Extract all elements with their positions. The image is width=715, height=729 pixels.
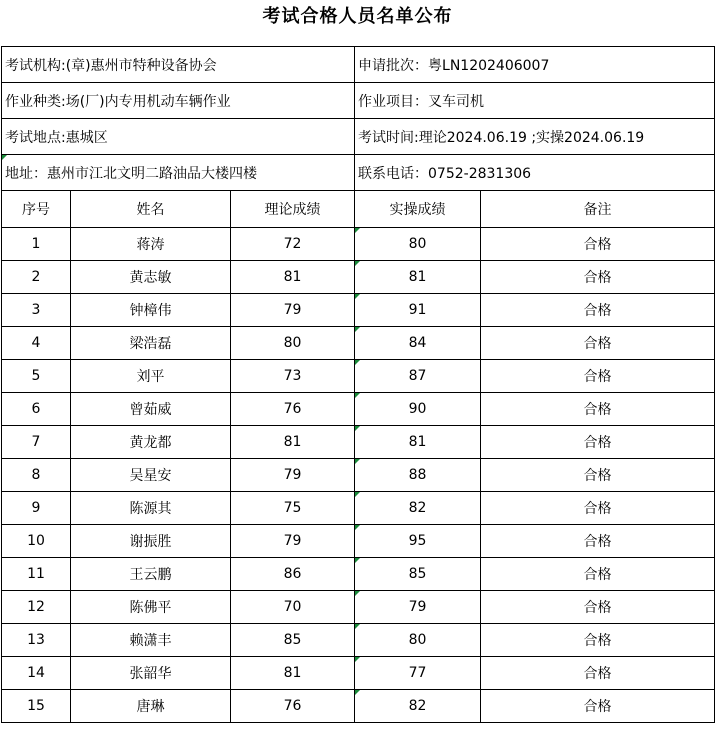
row-remark: 合格 xyxy=(481,327,715,360)
row-theory-score: 72 xyxy=(231,228,355,261)
row-remark: 合格 xyxy=(481,591,715,624)
table-row xyxy=(2,558,715,591)
row-name: 刘平 xyxy=(71,360,231,393)
row-index: 4 xyxy=(2,327,71,360)
row-theory-score: 75 xyxy=(231,492,355,525)
row-practical-score: 81 xyxy=(355,261,481,294)
row-index: 9 xyxy=(2,492,71,525)
page-title: 考试合格人员名单公布 xyxy=(262,6,453,27)
table-row xyxy=(2,657,715,690)
row-remark: 合格 xyxy=(481,360,715,393)
row-theory-score: 76 xyxy=(231,690,355,723)
row-theory-score: 81 xyxy=(231,657,355,690)
row-remark: 合格 xyxy=(481,624,715,657)
row-practical-score: 81 xyxy=(355,426,481,459)
row-theory-score: 76 xyxy=(231,393,355,426)
row-remark: 合格 xyxy=(481,426,715,459)
table-row xyxy=(2,492,715,525)
row-theory-score: 70 xyxy=(231,591,355,624)
row-practical-score: 87 xyxy=(355,360,481,393)
row-theory-score: 79 xyxy=(231,294,355,327)
row-practical-score: 84 xyxy=(355,327,481,360)
row-practical-score: 82 xyxy=(355,690,481,723)
row-name: 陈佛平 xyxy=(71,591,231,624)
row-remark: 合格 xyxy=(481,525,715,558)
row-practical-score: 95 xyxy=(355,525,481,558)
row-name: 黄志敏 xyxy=(71,261,231,294)
row-practical-score: 85 xyxy=(355,558,481,591)
row-index: 7 xyxy=(2,426,71,459)
row-index: 11 xyxy=(2,558,71,591)
row-theory-score: 81 xyxy=(231,426,355,459)
row-name: 梁浩磊 xyxy=(71,327,231,360)
work-type: 作业种类:场(厂)内专用机动车辆作业 xyxy=(2,83,355,119)
row-practical-score: 91 xyxy=(355,294,481,327)
row-theory-score: 85 xyxy=(231,624,355,657)
row-practical-score: 88 xyxy=(355,459,481,492)
row-theory-score: 86 xyxy=(231,558,355,591)
row-practical-score: 80 xyxy=(355,228,481,261)
table-row xyxy=(2,591,715,624)
row-index: 15 xyxy=(2,690,71,723)
row-index: 10 xyxy=(2,525,71,558)
row-name: 唐琳 xyxy=(71,690,231,723)
row-index: 5 xyxy=(2,360,71,393)
row-remark: 合格 xyxy=(481,657,715,690)
table-row xyxy=(2,360,715,393)
address: 地址：惠州市江北文明二路油品大楼四楼 xyxy=(2,155,355,191)
table-row xyxy=(2,459,715,492)
row-theory-score: 79 xyxy=(231,459,355,492)
table-row xyxy=(2,690,715,723)
row-theory-score: 80 xyxy=(231,327,355,360)
row-remark: 合格 xyxy=(481,492,715,525)
table-row xyxy=(2,228,715,261)
row-remark: 合格 xyxy=(481,294,715,327)
row-name: 张韶华 xyxy=(71,657,231,690)
row-name: 陈源其 xyxy=(71,492,231,525)
row-index: 3 xyxy=(2,294,71,327)
application-batch: 申请批次：粤LN1202406007 xyxy=(355,47,715,83)
row-practical-score: 79 xyxy=(355,591,481,624)
row-index: 13 xyxy=(2,624,71,657)
exam-time: 考试时间:理论2024.06.19 ;实操2024.06.19 xyxy=(355,119,715,155)
row-name: 王云鹏 xyxy=(71,558,231,591)
header-practical-score: 实操成绩 xyxy=(355,191,481,228)
row-name: 吴星安 xyxy=(71,459,231,492)
row-name: 赖潇丰 xyxy=(71,624,231,657)
results-table xyxy=(1,46,715,723)
row-theory-score: 79 xyxy=(231,525,355,558)
row-remark: 合格 xyxy=(481,393,715,426)
row-index: 12 xyxy=(2,591,71,624)
exam-org: 考试机构:(章)惠州市特种设备协会 xyxy=(2,47,355,83)
work-item: 作业项目：叉车司机 xyxy=(355,83,715,119)
row-index: 8 xyxy=(2,459,71,492)
table-row xyxy=(2,294,715,327)
table-row xyxy=(2,393,715,426)
table-header-row xyxy=(2,191,715,228)
table-row xyxy=(2,525,715,558)
row-index: 6 xyxy=(2,393,71,426)
header-remark: 备注 xyxy=(481,191,715,228)
header-index: 序号 xyxy=(2,191,71,228)
row-remark: 合格 xyxy=(481,459,715,492)
row-practical-score: 82 xyxy=(355,492,481,525)
table-row xyxy=(2,426,715,459)
row-practical-score: 77 xyxy=(355,657,481,690)
phone: 联系电话：0752-2831306 xyxy=(355,155,715,191)
header-name: 姓名 xyxy=(71,191,231,228)
row-remark: 合格 xyxy=(481,261,715,294)
row-practical-score: 90 xyxy=(355,393,481,426)
row-practical-score: 80 xyxy=(355,624,481,657)
row-name: 蒋涛 xyxy=(71,228,231,261)
row-name: 黄龙都 xyxy=(71,426,231,459)
row-index: 14 xyxy=(2,657,71,690)
exam-place: 考试地点:惠城区 xyxy=(2,119,355,155)
row-name: 曾茹威 xyxy=(71,393,231,426)
row-theory-score: 81 xyxy=(231,261,355,294)
table-row xyxy=(2,261,715,294)
row-theory-score: 73 xyxy=(231,360,355,393)
header-theory-score: 理论成绩 xyxy=(231,191,355,228)
row-index: 1 xyxy=(2,228,71,261)
row-remark: 合格 xyxy=(481,228,715,261)
row-index: 2 xyxy=(2,261,71,294)
row-remark: 合格 xyxy=(481,558,715,591)
row-remark: 合格 xyxy=(481,690,715,723)
row-name: 钟樟伟 xyxy=(71,294,231,327)
table-row xyxy=(2,624,715,657)
table-row xyxy=(2,327,715,360)
row-name: 谢振胜 xyxy=(71,525,231,558)
